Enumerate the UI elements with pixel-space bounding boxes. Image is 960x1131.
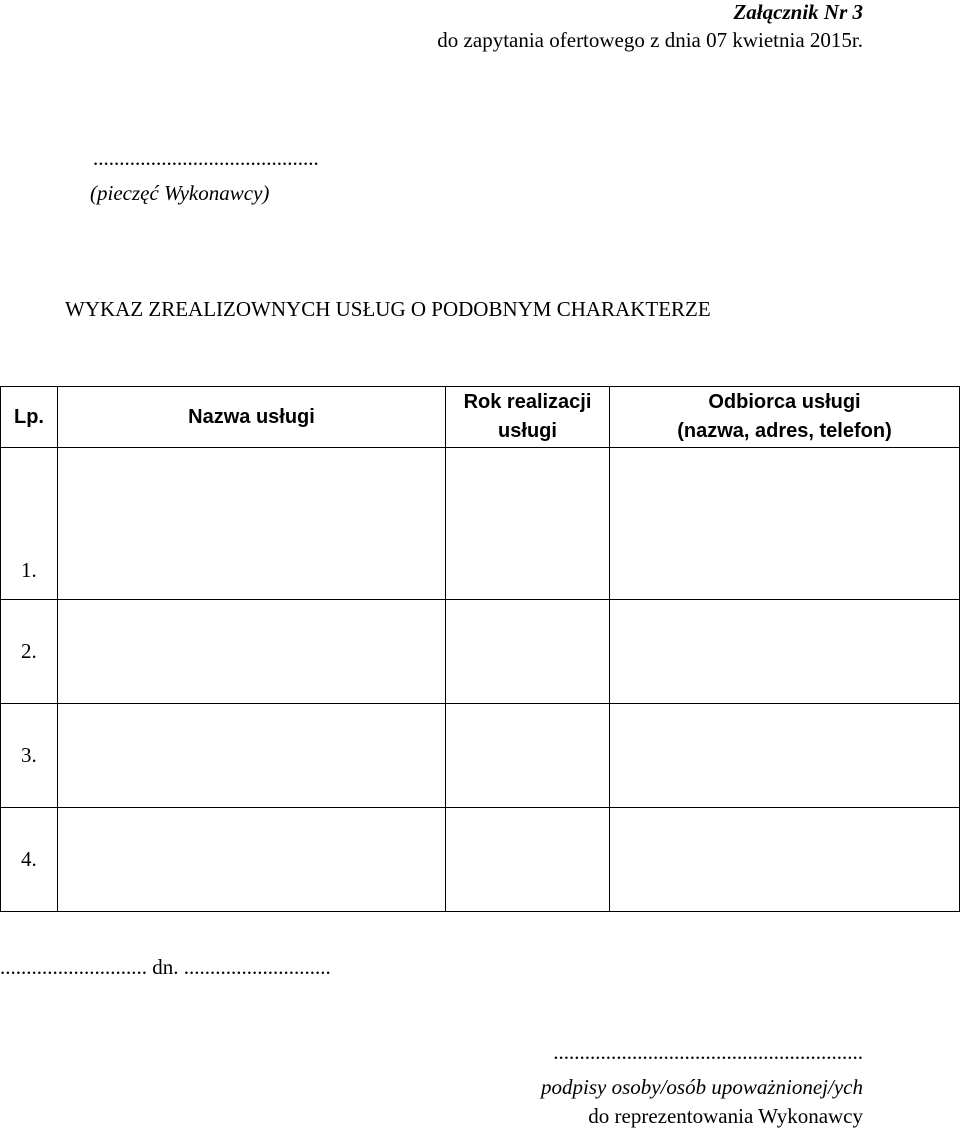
cell-nazwa[interactable] [58, 704, 446, 808]
table-row [1, 808, 960, 912]
row-number: 1. [1, 448, 58, 600]
cell-odbiorca[interactable] [610, 704, 960, 808]
table-row [1, 704, 960, 808]
cell-rok[interactable] [446, 600, 610, 704]
attachment-title: Załącznik Nr 3 [733, 0, 863, 24]
cell-odbiorca[interactable] [610, 808, 960, 912]
row-number: 2. [1, 600, 58, 704]
cell-rok[interactable] [446, 808, 610, 912]
row-number: 4. [1, 808, 58, 912]
column-header-nazwa: Nazwa usługi [58, 387, 446, 448]
column-header-odbiorca: Odbiorca usługi (nazwa, adres, telefon) [610, 387, 960, 448]
table-row [1, 448, 960, 600]
place-date-line: ............................ dn. ............................ [0, 955, 331, 979]
cell-rok[interactable] [446, 448, 610, 600]
table-row [1, 600, 960, 704]
cell-nazwa[interactable] [58, 448, 446, 600]
column-header-lp: Lp. [1, 387, 58, 448]
cell-odbiorca[interactable] [610, 600, 960, 704]
attachment-subtitle: do zapytania ofertowego z dnia 07 kwietnia 2015r. [437, 28, 863, 52]
stamp-label: (pieczęć Wykonawcy) [90, 181, 270, 205]
signature-label: podpisy osoby/osób upoważnionej/ych [541, 1075, 863, 1099]
cell-odbiorca[interactable] [610, 448, 960, 600]
signature-sublabel: do reprezentowania Wykonawcy [588, 1104, 863, 1128]
cell-rok[interactable] [446, 704, 610, 808]
signature-dotted-line: ........................................................... [553, 1040, 863, 1064]
document-heading: WYKAZ ZREALIZOWNYCH USŁUG O PODOBNYM CHARAKTERZE [65, 297, 711, 321]
services-table [0, 386, 960, 912]
row-number: 3. [1, 704, 58, 808]
cell-nazwa[interactable] [58, 808, 446, 912]
stamp-dotted-line: ........................................... [93, 146, 319, 170]
cell-nazwa[interactable] [58, 600, 446, 704]
table-header-row [1, 387, 960, 448]
column-header-rok: Rok realizacji usługi [446, 387, 610, 448]
